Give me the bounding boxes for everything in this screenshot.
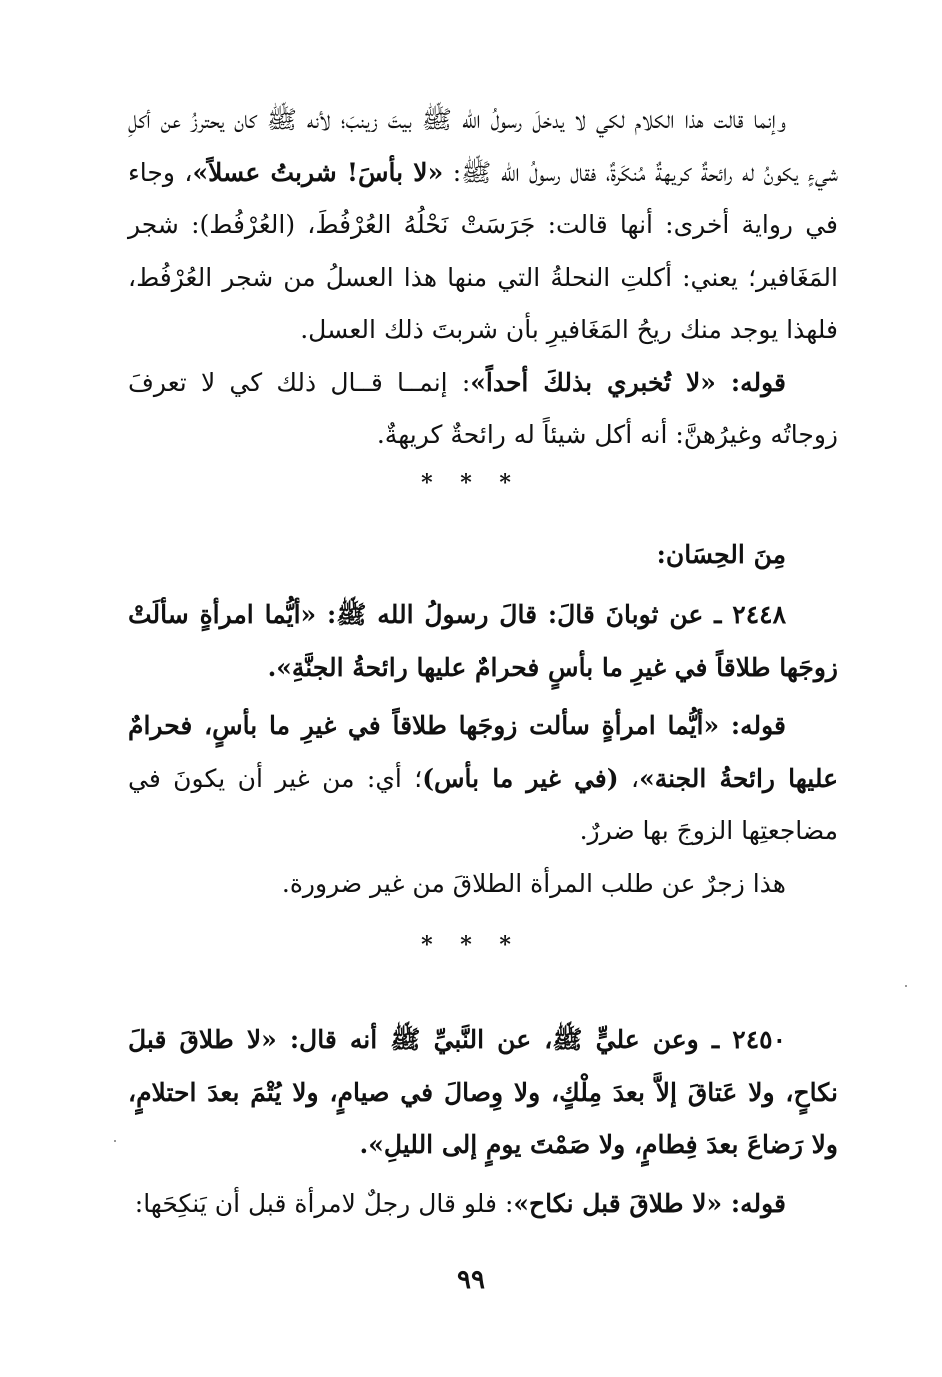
hadith-block-2448 (128, 589, 838, 910)
paragraph-rebuke: هذا زجرٌ عن طلب المرأة الطلاقَ من غير ضرورة. (281, 868, 786, 898)
text-run-label: قوله: (722, 1188, 786, 1218)
text-run: ، وجاء في رواية أخرى: أنها قالت: جَرَسَتْ نَحْلُهُ العُرْفُطَ، (العُرْفُط): شجر المَغَافير؛ يعني: أكلتِ النحلةُ التي منها هذا العسلُ من شجر العُرْفُط، فلهذا يوجد منك ريحُ المَغَافيرِ بأن شربتَ ذلك العسل. (128, 157, 838, 344)
commentary-2448 (128, 700, 838, 858)
text-run-label: قوله: (715, 367, 786, 397)
paragraph-zaynab-honey (128, 94, 838, 357)
text-run-label: قوله: (719, 711, 786, 740)
hadith-quote: «لا بأسَ! شربتُ عسلاً» (192, 157, 444, 187)
section-divider-stars: * * * (421, 470, 521, 496)
page-number: ٩٩ (457, 1265, 485, 1295)
hadith-quote: «لا تُخبري بذلكَ أحداً» (470, 367, 716, 397)
hadith-quote: «أيُّما امرأةٍ سألت زوجَها طلاقاً في غيرِ ما بأسٍ، فحرامٌ عليها رائحةُ الجنة» (128, 711, 839, 793)
hadith-2448: ٢٤٤٨ ـ عن ثوبانَ قالَ: قالَ رسولُ الله ﷺ: «أيُّما امرأةٍ سألَتْ زوجَها طلاقاً في غيرِ ما بأسٍ فحرامٌ عليها رائحةُ الجنَّةِ». (128, 600, 838, 682)
text-run: ، (618, 763, 640, 793)
paragraph-do-not-tell (128, 357, 838, 462)
hadith-2450: ٢٤٥٠ ـ وعن عليٍّ ﷺ، عن النَّبيِّ ﷺ أنه قال: «لا طلاقَ قبلَ نكاحٍ، ولا عَتاقَ إلاَّ بعدَ مِلْكٍ، ولا وِصالَ في صيامٍ، ولا يُتْمَ بعدَ احتلامٍ، ولا رَضاعَ بعدَ فِطامٍ، ولا صَمْتَ يومٍ إلى الليلِ». (128, 1025, 838, 1159)
commentary-block-1 (128, 94, 838, 462)
text-run: : إنمــا قــال ذلك كي لا تعرفَ زوجاتُه وغيرُهنَّ: أنه أكل شيئاً له رائحةٌ كريهةٌ. (128, 367, 838, 449)
section-divider-stars-2: * * * (421, 932, 521, 958)
text-run: ؛ أي: من غير أن يكونَ في مضاجعتِها الزوجَ بها ضررٌ. (128, 763, 838, 845)
commentary-2450 (128, 1178, 838, 1231)
text-run: وإنما قالت هذا الكلام لكي لا يدخلَ رسولُ الله ﷺ بيتَ زينبَ؛ لأنه ﷺ كان يحترزُ عن أكلِ شيءٍ يكونُ له رائحةٌ كريهةٌ مُنكَرةٌ، فقال رسولُ الله ﷺ: (128, 105, 839, 187)
scan-speck (114, 1140, 116, 1142)
section-heading-hisan: مِنَ الحِسَان: (656, 540, 786, 569)
hadith-block-2450 (128, 1014, 838, 1230)
hadith-quote: «لا طلاقَ قبل نكاح» (513, 1188, 723, 1218)
scan-speck (905, 985, 907, 987)
text-run: : فلو قال رجلٌ لامرأة قبل أن يَنكِحَها: (134, 1188, 514, 1218)
quoted-phrase: (في غير ما بأس) (422, 763, 619, 793)
